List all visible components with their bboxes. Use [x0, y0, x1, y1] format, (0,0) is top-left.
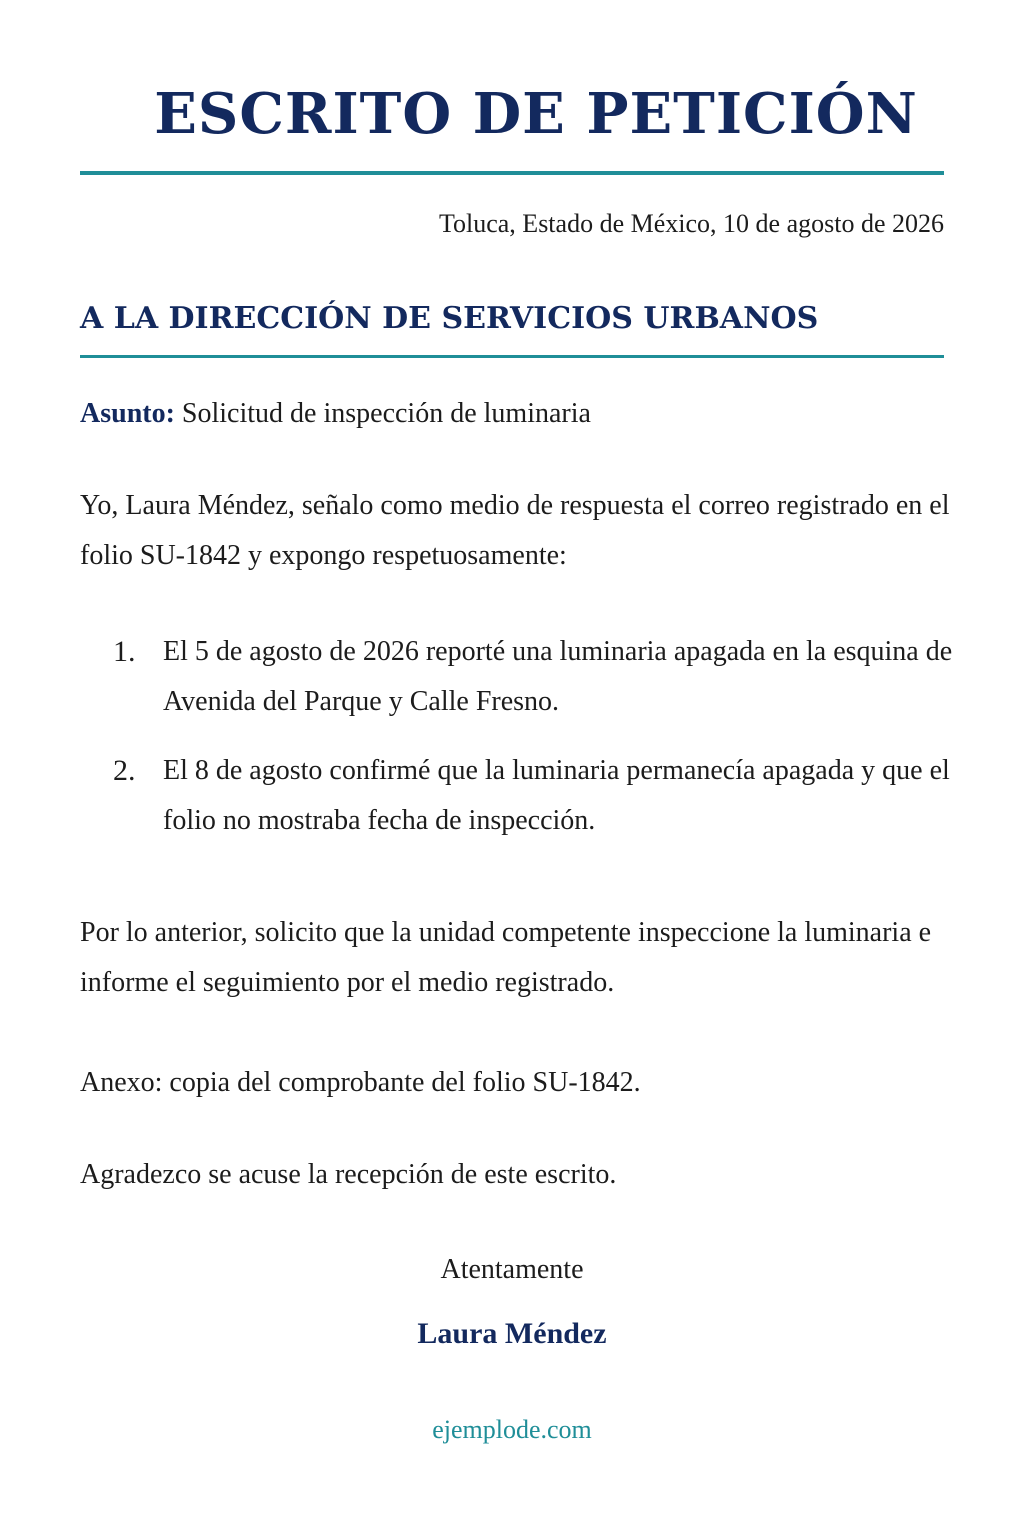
- subject-line: [80, 395, 591, 433]
- list-item: [80, 746, 960, 846]
- facts-list: [80, 627, 960, 865]
- addressee-divider: [80, 355, 944, 358]
- subject-text: Solicitud de inspección de luminaria: [181, 398, 591, 429]
- fact-number: 1.: [113, 635, 136, 668]
- closing-salutation: Atentamente: [440, 1254, 584, 1285]
- thanks-line: Agradezco se acuse la recepción de este escrito.: [80, 1159, 617, 1190]
- fact-text: El 5 de agosto de 2026 reporté una luminaria apagada en la esquina de Avenida del Parque y Calle Fresno.: [163, 636, 953, 717]
- document-title: ESCRITO DE PETICIÓN: [154, 81, 918, 147]
- signature-name: Laura Méndez: [417, 1317, 607, 1350]
- annex-line: Anexo: copia del comprobante del folio SU-1842.: [80, 1067, 641, 1098]
- place-date: Toluca, Estado de México, 10 de agosto de 2026: [438, 209, 944, 238]
- subject-label: Asunto:: [80, 398, 175, 429]
- footer-website: ejemplode.com: [432, 1415, 592, 1444]
- fact-number: 2.: [113, 754, 136, 787]
- list-item: [80, 627, 960, 727]
- title-divider: [80, 171, 944, 175]
- fact-text: El 8 de agosto confirmé que la luminaria permanecía apagada y que el folio no mostraba fecha de inspección.: [163, 755, 950, 836]
- addressee-heading: A LA DIRECCIÓN DE SERVICIOS URBANOS: [80, 301, 819, 336]
- request-paragraph: Por lo anterior, solicito que la unidad competente inspeccione la luminaria e informe el seguimiento por el medio registrado.: [80, 917, 932, 998]
- intro-paragraph: Yo, Laura Méndez, señalo como medio de respuesta el correo registrado en el folio SU-1842 y expongo respetuosamente:: [80, 490, 950, 571]
